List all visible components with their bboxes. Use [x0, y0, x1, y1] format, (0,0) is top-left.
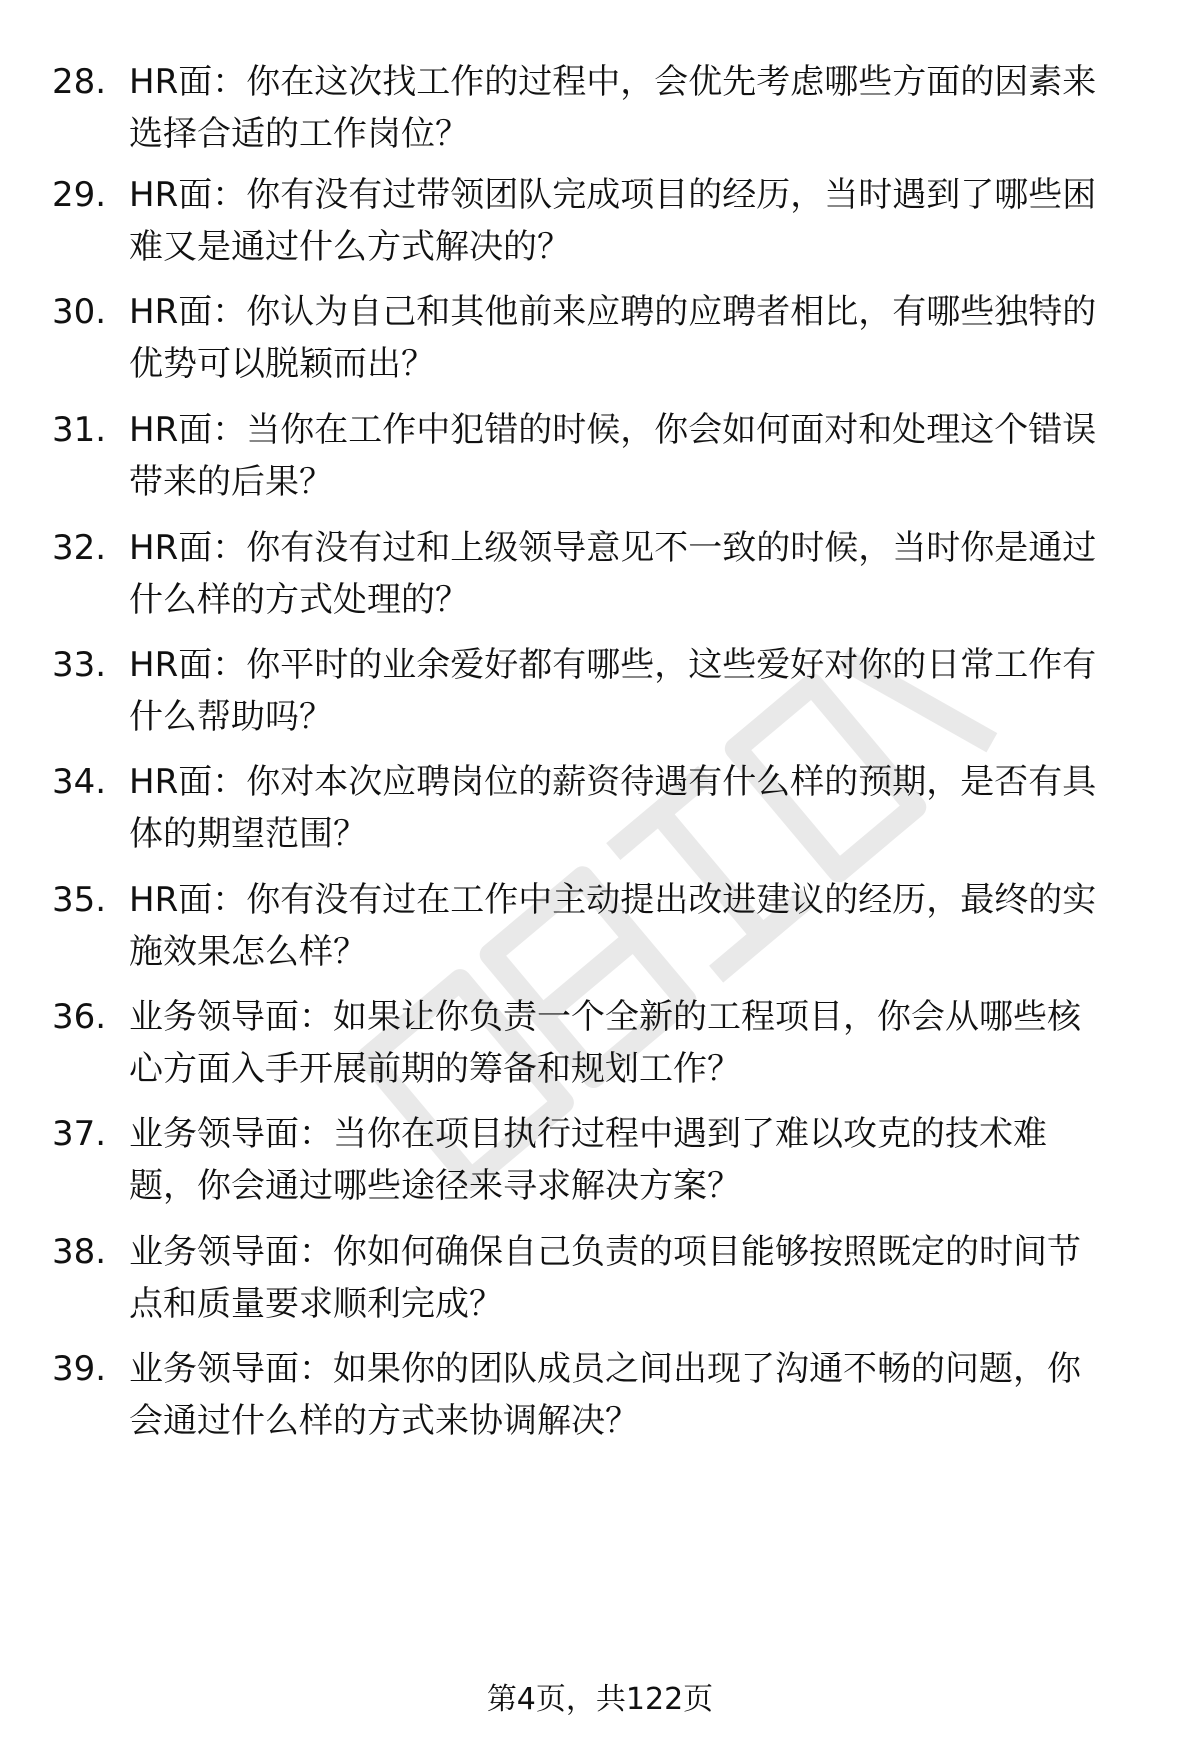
- question-text-line1: HR面：你有没有过在工作中主动提出改进建议的经历，最终的实: [129, 880, 1097, 920]
- question-number: 38.: [52, 1232, 107, 1272]
- question-text-line1: HR面：你对本次应聘岗位的薪资待遇有什么样的预期，是否有具: [129, 762, 1097, 802]
- question-text-line1: 业务领导面：你如何确保自己负责的项目能够按照既定的时间节: [129, 1232, 1081, 1272]
- question-text-line2: 选择合适的工作岗位？: [129, 114, 469, 154]
- question-text-line1: HR面：当你在工作中犯错的时候，你会如何面对和处理这个错误: [129, 410, 1097, 450]
- question-item: [0, 641, 1200, 741]
- question-text-line2: 什么样的方式处理的？: [129, 580, 469, 620]
- question-number: 28.: [52, 62, 107, 102]
- question-number: 35.: [52, 880, 107, 920]
- question-item: [0, 1228, 1200, 1328]
- question-text-line2: 优势可以脱颖而出？: [129, 344, 435, 384]
- question-text-line1: HR面：你有没有过带领团队完成项目的经历，当时遇到了哪些困: [129, 175, 1097, 215]
- question-number: 31.: [52, 410, 107, 450]
- question-text-line1: HR面：你在这次找工作的过程中，会优先考虑哪些方面的因素来: [129, 62, 1097, 102]
- question-text-line2: 点和质量要求顺利完成？: [129, 1284, 503, 1324]
- question-number: 33.: [52, 645, 107, 685]
- question-item: [0, 1345, 1200, 1445]
- question-number: 37.: [52, 1114, 107, 1154]
- question-text-line1: 业务领导面：如果你的团队成员之间出现了沟通不畅的问题，你: [129, 1349, 1081, 1389]
- question-text-line2: 施效果怎么样？: [129, 932, 367, 972]
- question-item: [0, 288, 1200, 388]
- question-text-line1: HR面：你平时的业余爱好都有哪些，这些爱好对你的日常工作有: [129, 645, 1097, 685]
- question-item: [0, 876, 1200, 976]
- question-item: [0, 406, 1200, 506]
- question-text-line1: 业务领导面：当你在项目执行过程中遇到了难以攻克的技术难: [129, 1114, 1047, 1154]
- question-number: 39.: [52, 1349, 107, 1389]
- question-text-line2: 题，你会通过哪些途径来寻求解决方案？: [129, 1166, 741, 1206]
- question-text-line2: 带来的后果？: [129, 462, 333, 502]
- question-item: [0, 993, 1200, 1093]
- question-number: 34.: [52, 762, 107, 802]
- question-text-line2: 难又是通过什么方式解决的？: [129, 227, 571, 267]
- question-item: [0, 524, 1200, 624]
- question-text-line2: 体的期望范围？: [129, 814, 367, 854]
- question-text-line2: 什么帮助吗？: [129, 697, 333, 737]
- question-text-line1: HR面：你有没有过和上级领导意见不一致的时候，当时你是通过: [129, 528, 1097, 568]
- question-item: [0, 758, 1200, 858]
- question-number: 36.: [52, 997, 107, 1037]
- question-text-line2: 会通过什么样的方式来协调解决？: [129, 1401, 639, 1441]
- question-text-line2: 心方面入手开展前期的筹备和规划工作？: [129, 1049, 741, 1089]
- question-number: 29.: [52, 175, 107, 215]
- question-number: 32.: [52, 528, 107, 568]
- page-footer: 第4页，共122页: [486, 1682, 714, 1717]
- question-text-line1: HR面：你认为自己和其他前来应聘的应聘者相比，有哪些独特的: [129, 292, 1097, 332]
- question-number: 30.: [52, 292, 107, 332]
- question-item: [0, 58, 1200, 158]
- question-item: [0, 1110, 1200, 1210]
- question-item: [0, 171, 1200, 271]
- question-text-line1: 业务领导面：如果让你负责一个全新的工程项目，你会从哪些核: [129, 997, 1081, 1037]
